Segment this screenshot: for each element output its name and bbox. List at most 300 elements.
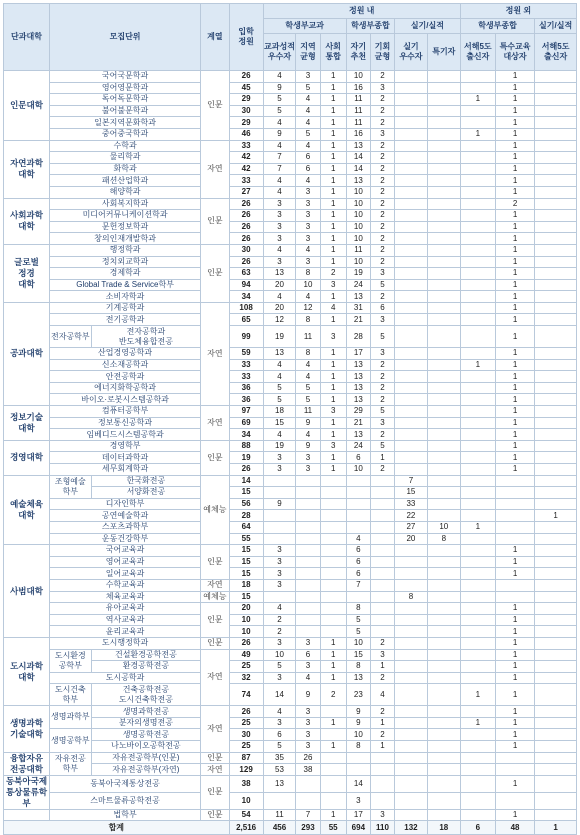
value-cell: 3: [370, 82, 394, 94]
value-cell: [535, 233, 577, 245]
value-cell: [296, 487, 320, 499]
value-cell: 2: [370, 163, 394, 175]
value-cell: 3: [263, 256, 296, 268]
value-cell: 5: [346, 614, 370, 626]
value-cell: 3: [370, 268, 394, 280]
unit-cell: 자유전공학부(자연): [91, 764, 201, 776]
value-cell: 33: [395, 498, 428, 510]
value-cell: 21: [346, 314, 370, 326]
value-cell: [535, 210, 577, 222]
value-cell: [495, 591, 534, 603]
college-cell: 예술체육 대학: [4, 475, 50, 545]
value-cell: [395, 382, 428, 394]
value-cell: 9: [346, 706, 370, 718]
value-cell: 1: [320, 256, 346, 268]
table-row: [4, 210, 577, 222]
college-cell: [4, 809, 50, 821]
value-cell: [460, 82, 495, 94]
value-cell: [395, 792, 428, 809]
major-group-cell: 자유전공 학부: [50, 752, 92, 775]
table-row: [4, 440, 577, 452]
value-cell: 4: [296, 94, 320, 106]
value-cell: 2: [370, 464, 394, 476]
quota-cell: 30: [229, 729, 263, 741]
value-cell: [460, 152, 495, 164]
value-cell: [370, 591, 394, 603]
value-cell: 7: [296, 809, 320, 821]
value-cell: 1: [320, 371, 346, 383]
value-cell: [460, 244, 495, 256]
quota-cell: 10: [229, 614, 263, 626]
value-cell: 5: [296, 394, 320, 406]
value-cell: [427, 140, 460, 152]
value-cell: 9: [263, 128, 296, 140]
table-row: [4, 649, 577, 661]
table-row: [4, 792, 577, 809]
value-cell: 15: [346, 649, 370, 661]
value-cell: 1: [320, 105, 346, 117]
value-cell: [395, 326, 428, 348]
value-cell: 7: [263, 152, 296, 164]
value-cell: 27: [395, 521, 428, 533]
value-cell: [395, 105, 428, 117]
value-cell: 3: [320, 326, 346, 348]
value-cell: 11: [263, 809, 296, 821]
value-cell: 1: [495, 233, 534, 245]
value-cell: [427, 464, 460, 476]
value-cell: 10: [346, 221, 370, 233]
value-cell: [395, 729, 428, 741]
value-cell: [427, 210, 460, 222]
total-value: 55: [320, 821, 346, 835]
unit-cell: 수학과: [50, 140, 201, 152]
quota-cell: 33: [229, 371, 263, 383]
table-row: [4, 233, 577, 245]
quota-cell: 49: [229, 649, 263, 661]
value-cell: 24: [346, 279, 370, 291]
unit-cell: 동북아국제통상전공: [50, 775, 201, 792]
value-cell: 1: [320, 672, 346, 684]
unit-cell: 나노바이오공학전공: [91, 741, 201, 753]
value-cell: [263, 591, 296, 603]
value-cell: [460, 440, 495, 452]
value-cell: [370, 752, 394, 764]
unit-cell: 바이오·로봇시스템공학과: [50, 394, 201, 406]
table-row: [4, 268, 577, 280]
value-cell: [395, 545, 428, 557]
value-cell: [395, 371, 428, 383]
value-cell: 1: [460, 359, 495, 371]
value-cell: [296, 568, 320, 580]
quota-cell: 29: [229, 117, 263, 129]
value-cell: 1: [495, 775, 534, 792]
value-cell: [460, 591, 495, 603]
value-cell: 13: [346, 140, 370, 152]
unit-cell: 기계공학과: [50, 302, 201, 314]
unit-cell: 미디어커뮤니케이션학과: [50, 210, 201, 222]
quota-cell: 15: [229, 487, 263, 499]
value-cell: 3: [370, 128, 394, 140]
unit-cell: 소비자학과: [50, 291, 201, 303]
value-cell: [296, 579, 320, 591]
value-cell: [535, 417, 577, 429]
value-cell: [427, 429, 460, 441]
value-cell: 4: [263, 706, 296, 718]
header-student-subject: 학생부교과: [263, 19, 346, 34]
unit-cell: 국어국문학과: [50, 71, 201, 83]
table-row: [4, 752, 577, 764]
header-series: 계열: [201, 4, 229, 71]
value-cell: 35: [263, 752, 296, 764]
value-cell: 3: [296, 464, 320, 476]
unit-cell: 불어불문학과: [50, 105, 201, 117]
value-cell: 3: [346, 792, 370, 809]
value-cell: [535, 429, 577, 441]
value-cell: [495, 533, 534, 545]
value-cell: [460, 637, 495, 649]
value-cell: 14: [263, 684, 296, 706]
quota-cell: 69: [229, 417, 263, 429]
college-cell: 융합자유 전공대학: [4, 752, 50, 775]
value-cell: 3: [263, 545, 296, 557]
value-cell: [460, 429, 495, 441]
value-cell: 23: [346, 684, 370, 706]
value-cell: 3: [296, 729, 320, 741]
value-cell: 5: [370, 440, 394, 452]
value-cell: 6: [263, 729, 296, 741]
value-cell: 1: [320, 210, 346, 222]
quota-cell: 15: [229, 545, 263, 557]
table-row: [4, 371, 577, 383]
table-row: [4, 591, 577, 603]
value-cell: 16: [346, 82, 370, 94]
value-cell: 11: [346, 94, 370, 106]
value-cell: [535, 198, 577, 210]
value-cell: 13: [346, 394, 370, 406]
value-cell: 2: [495, 198, 534, 210]
quota-cell: 26: [229, 210, 263, 222]
value-cell: [460, 752, 495, 764]
quota-cell: 64: [229, 521, 263, 533]
value-cell: [460, 371, 495, 383]
value-cell: 6: [370, 302, 394, 314]
unit-cell: 도시공학과: [50, 672, 201, 684]
value-cell: [427, 326, 460, 348]
value-cell: 4: [263, 429, 296, 441]
value-cell: 10: [346, 233, 370, 245]
value-cell: [535, 302, 577, 314]
value-cell: 5: [296, 128, 320, 140]
value-cell: 1: [320, 291, 346, 303]
value-cell: [460, 792, 495, 809]
value-cell: 1: [495, 661, 534, 673]
value-cell: 9: [263, 82, 296, 94]
value-cell: [395, 140, 428, 152]
quota-cell: 26: [229, 221, 263, 233]
value-cell: 1: [320, 382, 346, 394]
value-cell: [460, 71, 495, 83]
value-cell: 5: [346, 626, 370, 638]
total-value: 48: [495, 821, 534, 835]
unit-cell: 공연예술학과: [50, 510, 201, 522]
value-cell: 3: [296, 198, 320, 210]
unit-cell: 경제학과: [50, 268, 201, 280]
table-row: [4, 244, 577, 256]
quota-cell: 45: [229, 82, 263, 94]
value-cell: 4: [296, 291, 320, 303]
series-cell: 인문: [201, 752, 229, 764]
value-cell: 11: [346, 244, 370, 256]
value-cell: 1: [320, 117, 346, 129]
value-cell: 9: [346, 717, 370, 729]
series-cell: 자연: [201, 649, 229, 706]
value-cell: 2: [370, 429, 394, 441]
value-cell: 2: [370, 291, 394, 303]
quota-cell: 33: [229, 359, 263, 371]
value-cell: [346, 521, 370, 533]
value-cell: 3: [296, 661, 320, 673]
value-cell: 53: [263, 764, 296, 776]
quota-cell: 27: [229, 186, 263, 198]
series-cell: 예체능: [201, 591, 229, 603]
value-cell: [395, 717, 428, 729]
table-row: [4, 452, 577, 464]
value-cell: 3: [296, 706, 320, 718]
value-cell: [535, 579, 577, 591]
series-cell: 인문: [201, 775, 229, 809]
value-cell: 2: [263, 626, 296, 638]
value-cell: 3: [320, 406, 346, 418]
header-practical-out: 실기/실적: [535, 19, 577, 34]
value-cell: 10: [296, 279, 320, 291]
value-cell: 2: [320, 684, 346, 706]
value-cell: 29: [346, 406, 370, 418]
value-cell: [460, 556, 495, 568]
value-cell: [427, 626, 460, 638]
quota-cell: 32: [229, 672, 263, 684]
series-cell: 자연: [201, 406, 229, 441]
value-cell: 1: [495, 637, 534, 649]
value-cell: 11: [346, 117, 370, 129]
unit-cell: 산업경영공학과: [50, 348, 201, 360]
value-cell: 8: [296, 314, 320, 326]
value-cell: 1: [495, 614, 534, 626]
value-cell: 1: [495, 649, 534, 661]
quota-cell: 26: [229, 637, 263, 649]
value-cell: [427, 221, 460, 233]
value-cell: 8: [296, 268, 320, 280]
value-cell: 4: [320, 302, 346, 314]
value-cell: 1: [320, 809, 346, 821]
value-cell: [535, 637, 577, 649]
value-cell: 1: [320, 717, 346, 729]
value-cell: [427, 348, 460, 360]
college-cell: 정보기술 대학: [4, 406, 50, 441]
unit-cell: 한국화전공: [91, 475, 201, 487]
value-cell: [427, 175, 460, 187]
value-cell: [535, 649, 577, 661]
total-value: 1: [535, 821, 577, 835]
header-col-7: 서해5도 출신자: [460, 34, 495, 71]
value-cell: [395, 752, 428, 764]
unit-cell: 도시행정학과: [50, 637, 201, 649]
value-cell: 1: [495, 406, 534, 418]
value-cell: [535, 775, 577, 792]
value-cell: 2: [370, 359, 394, 371]
college-cell: 사회과학 대학: [4, 198, 50, 244]
college-cell: 자연과학 대학: [4, 140, 50, 198]
header-col-3: 자기 추천: [346, 34, 370, 71]
value-cell: 9: [296, 440, 320, 452]
quota-cell: 29: [229, 94, 263, 106]
value-cell: [395, 440, 428, 452]
unit-cell: 사회복지학과: [50, 198, 201, 210]
college-cell: 동북아국제통상물류학부: [4, 775, 50, 809]
value-cell: 3: [320, 440, 346, 452]
unit-cell: 일어교육과: [50, 568, 201, 580]
value-cell: [296, 792, 320, 809]
table-row: [4, 359, 577, 371]
unit-cell: 유아교육과: [50, 603, 201, 615]
value-cell: 9: [296, 417, 320, 429]
value-cell: [296, 521, 320, 533]
value-cell: 1: [495, 729, 534, 741]
quota-cell: 55: [229, 533, 263, 545]
value-cell: [460, 394, 495, 406]
table-row: [4, 348, 577, 360]
value-cell: 6: [346, 452, 370, 464]
quota-cell: 65: [229, 314, 263, 326]
value-cell: [263, 475, 296, 487]
value-cell: 31: [346, 302, 370, 314]
value-cell: [346, 498, 370, 510]
value-cell: 2: [370, 706, 394, 718]
unit-cell: 생명과학전공: [91, 706, 201, 718]
value-cell: 3: [296, 717, 320, 729]
value-cell: [320, 568, 346, 580]
value-cell: [460, 279, 495, 291]
value-cell: 3: [263, 556, 296, 568]
value-cell: [320, 603, 346, 615]
value-cell: 3: [263, 210, 296, 222]
unit-cell: 수학교육과: [50, 579, 201, 591]
value-cell: [427, 406, 460, 418]
table-row: [4, 775, 577, 792]
value-cell: 1: [320, 429, 346, 441]
value-cell: [460, 117, 495, 129]
value-cell: [395, 417, 428, 429]
header-col-2: 사회 통합: [320, 34, 346, 71]
value-cell: [535, 706, 577, 718]
value-cell: 38: [296, 764, 320, 776]
quota-cell: 30: [229, 105, 263, 117]
major-group-cell: 생명공학부: [50, 729, 92, 752]
value-cell: [395, 71, 428, 83]
table-row: [4, 152, 577, 164]
quota-cell: 56: [229, 498, 263, 510]
quota-cell: 87: [229, 752, 263, 764]
value-cell: [427, 94, 460, 106]
value-cell: 3: [263, 464, 296, 476]
quota-cell: 25: [229, 661, 263, 673]
value-cell: 20: [395, 533, 428, 545]
unit-cell: 독어독문학과: [50, 94, 201, 106]
value-cell: 1: [320, 186, 346, 198]
value-cell: 1: [495, 326, 534, 348]
value-cell: 1: [320, 94, 346, 106]
value-cell: 19: [263, 326, 296, 348]
value-cell: [460, 649, 495, 661]
value-cell: [460, 661, 495, 673]
value-cell: [427, 198, 460, 210]
college-cell: 생명과학 기술대학: [4, 706, 50, 752]
value-cell: [535, 521, 577, 533]
value-cell: [460, 256, 495, 268]
header-practical: 실기/실적: [395, 19, 461, 34]
total-value: 6: [460, 821, 495, 835]
value-cell: 1: [320, 163, 346, 175]
series-cell: 자연: [201, 302, 229, 405]
value-cell: 4: [263, 291, 296, 303]
value-cell: 1: [320, 140, 346, 152]
quota-cell: 63: [229, 268, 263, 280]
table-row: [4, 510, 577, 522]
value-cell: 10: [346, 198, 370, 210]
value-cell: [427, 717, 460, 729]
table-row: [4, 672, 577, 684]
value-cell: [370, 614, 394, 626]
quota-cell: 30: [229, 244, 263, 256]
table-row: [4, 279, 577, 291]
value-cell: 3: [370, 649, 394, 661]
total-value: 132: [395, 821, 428, 835]
value-cell: 3: [263, 452, 296, 464]
value-cell: 3: [296, 186, 320, 198]
unit-cell: 체육교육과: [50, 591, 201, 603]
value-cell: [427, 579, 460, 591]
series-cell: 인문: [201, 545, 229, 580]
value-cell: 8: [395, 591, 428, 603]
value-cell: 1: [495, 82, 534, 94]
value-cell: 3: [370, 314, 394, 326]
value-cell: 7: [395, 475, 428, 487]
value-cell: 4: [263, 244, 296, 256]
unit-cell: 화학과: [50, 163, 201, 175]
value-cell: [427, 452, 460, 464]
value-cell: 3: [370, 348, 394, 360]
value-cell: 1: [495, 672, 534, 684]
value-cell: 1: [495, 603, 534, 615]
table-row: [4, 545, 577, 557]
value-cell: 1: [320, 152, 346, 164]
table-row: [4, 302, 577, 314]
value-cell: [263, 792, 296, 809]
value-cell: [460, 140, 495, 152]
value-cell: [395, 314, 428, 326]
value-cell: 4: [296, 672, 320, 684]
value-cell: 5: [263, 94, 296, 106]
value-cell: 4: [296, 371, 320, 383]
value-cell: 1: [370, 661, 394, 673]
value-cell: 7: [346, 579, 370, 591]
value-cell: [370, 487, 394, 499]
value-cell: [535, 591, 577, 603]
quota-cell: 33: [229, 140, 263, 152]
major-group-cell: 도시환경 공학부: [50, 649, 92, 672]
unit-cell: 윤리교육과: [50, 626, 201, 638]
total-value: 2,516: [229, 821, 263, 835]
value-cell: [427, 359, 460, 371]
